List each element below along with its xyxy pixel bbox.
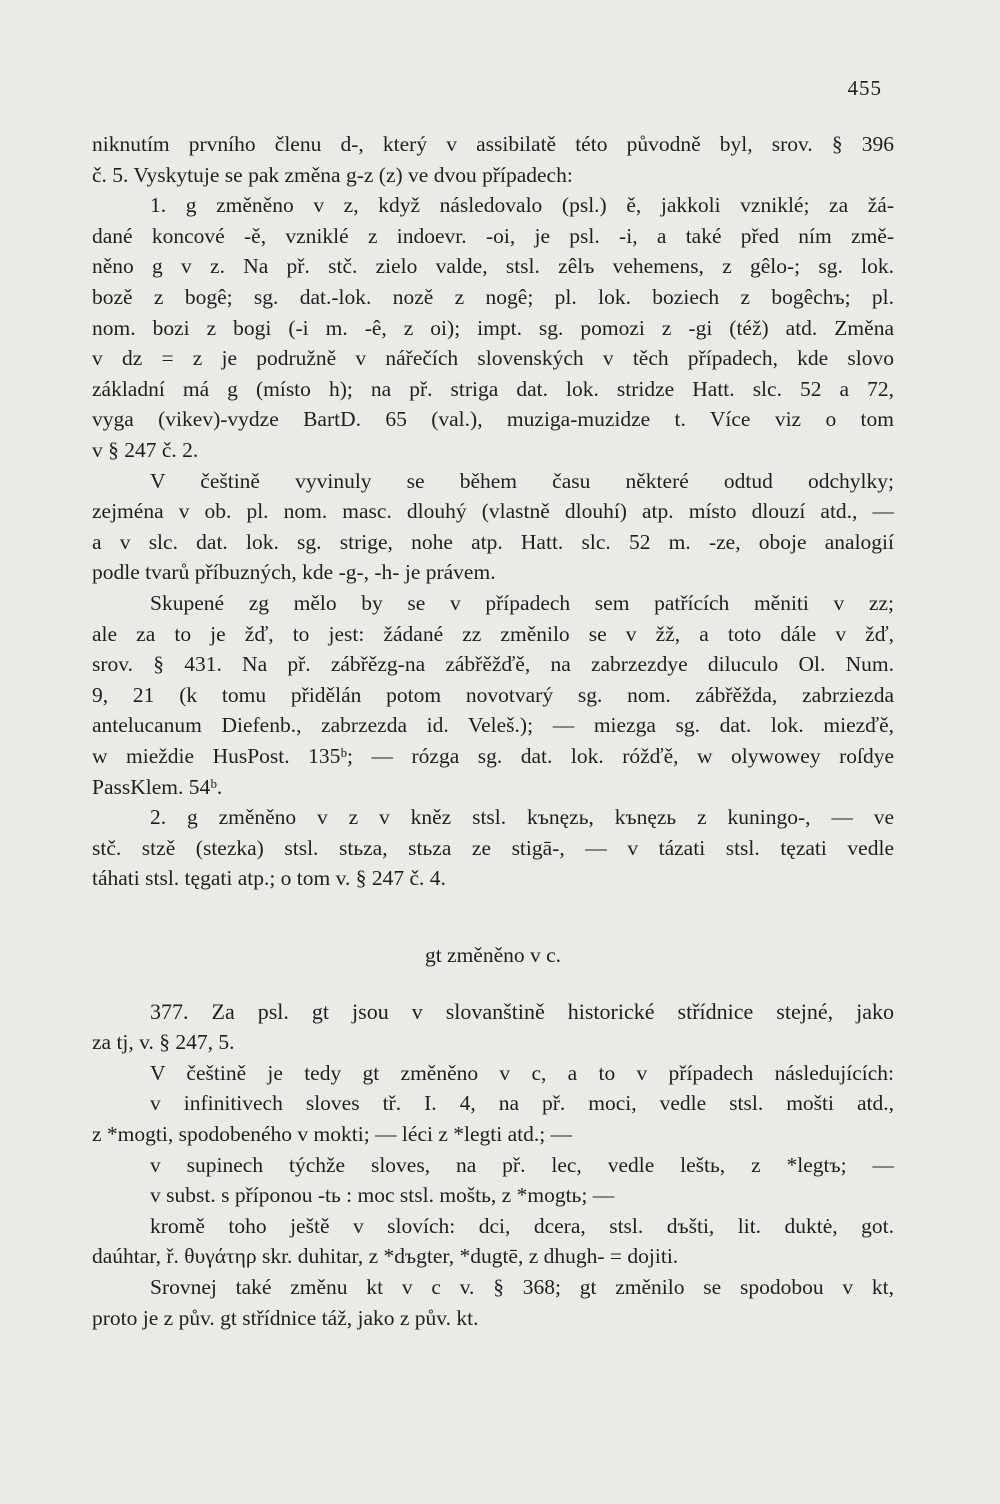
text-line: základní má g (místo h); na př. striga dat. lok. stridze Hatt. slc. 52 a 72, [92, 376, 894, 401]
text-line: stč. stzě (stezka) stsl. stьza, stьza ze stigā-, — v tázati stsl. tęzati vedle [92, 835, 894, 860]
text-line: 377. Za psl. gt jsou v slovanštině historické střídnice stejné, jako [150, 998, 894, 1024]
text-line: antelucanum Diefenb., zabrzezda id. Veleš.); — miezga sg. dat. lok. miezďě, [92, 713, 894, 738]
text-line: v subst. s příponou -tь : moc stsl. moštь, z *mogtь; — [150, 1183, 615, 1208]
text-line: a v slc. dat. lok. sg. strige, nohe atp. Hatt. slc. 52 m. -ze, oboje analogií [92, 529, 894, 554]
text-line: v § 247 č. 2. [92, 438, 199, 462]
text-line: v dz = z je podružně v nářečích slovenských v těch případech, kde slovo [92, 346, 894, 371]
text-line: č. 5. Vyskytuje se pak změna g-z (z) ve dvou případech: [92, 162, 573, 187]
text-line: 1. g změněno v z, když následovalo (psl.) ě, jakkoli vzniklé; za žá- [150, 193, 894, 218]
text-line: 9, 21 (k tomu přidělán potom novotvarý sg. nom. zábřěžda, zabrziezda [92, 682, 894, 707]
text-line: 2. g změněno v z v kněz stsl. kъnęzь, kъnęzь z kuningo-, — ve [150, 805, 894, 830]
page-number: 455 [847, 76, 882, 100]
text-line: vyga (vikev)-vydze BartD. 65 (val.), muziga-muzidze t. Více viz o tom [92, 407, 894, 432]
text-line: proto je z pův. gt střídnice táž, jako z pův. kt. [92, 1305, 479, 1330]
section-heading: gt změněno v c. [424, 943, 562, 967]
text-line: Skupené zg mělo by se v případech sem patřících měniti v zz; [150, 591, 894, 615]
text-line: bozě z bogê; sg. dat.-lok. nozě z nogê; pl. lok. boziech z bogêchъ; pl. [92, 285, 894, 309]
text-line: táhati stsl. tęgati atp.; o tom v. § 247 č. 4. [92, 866, 446, 891]
text-line: v infinitivech sloves tř. I. 4, na př. moci, vedle stsl. mošti atd., [150, 1091, 894, 1116]
text-line: z *mogti, spodobeného v mokti; — léci z *legti atd.; — [92, 1122, 573, 1146]
text-line: kromě toho ještě v slovích: dci, dcera, stsl. dъšti, lit. duktė, got. [150, 1213, 894, 1238]
text-line: daúhtar, ř. θυγάτηρ skr. duhitar, z *dъgter, *dugtē, z dhugh- = dojiti. [92, 1244, 679, 1269]
text-line: podle tvarů příbuzných, kde -g-, -h- je právem. [92, 560, 496, 585]
text-line: niknutím prvního členu d-, který v assibilatě této původně byl, srov. § 396 [92, 132, 894, 156]
text-line: V češtině je tedy gt změněno v c, a to v případech následujících: [150, 1060, 894, 1085]
text-line: za tj, v. § 247, 5. [92, 1030, 235, 1055]
text-line: Srovnej také změnu kt v c v. § 368; gt změnilo se spodobou v kt, [150, 1275, 894, 1299]
text-line: zejména v ob. pl. nom. masc. dlouhý (vlastně dlouhí) atp. místo dlouzí atd., — [92, 499, 894, 524]
text-line: v supinech týchže sloves, na př. lec, vedle leštь, z *legtъ; — [150, 1152, 894, 1177]
text-line: PassKlem. 54ᵇ. [92, 774, 223, 799]
text-line: něno g v z. Na př. stč. zielo valde, stsl. zêlъ vehemens, z gêlo-; sg. lok. [92, 254, 894, 279]
text-line: V češtině vyvinuly se během času některé odtud odchylky; [150, 468, 894, 493]
text-line: w mieždie HusPost. 135ᵇ; — rózga sg. dat. lok. róžďě, w olywowey roſdye [92, 744, 894, 768]
text-line: nom. bozi z bogi (-i m. -ê, z oi); impt. sg. pomozi z -gi (též) atd. Změna [92, 315, 894, 340]
text-line: ale za to je žď, to jest: žádané zz změnilo se v žž, a toto dále v žď, [92, 621, 894, 646]
text-line: srov. § 431. Na př. zábřězg-na zábřěžďě, na zabrzezdye diluculo Ol. Num. [92, 652, 894, 677]
text-line: dané koncové -ě, vzniklé z indoevr. -oi, je psl. -i, a také před ním změ- [92, 223, 894, 248]
